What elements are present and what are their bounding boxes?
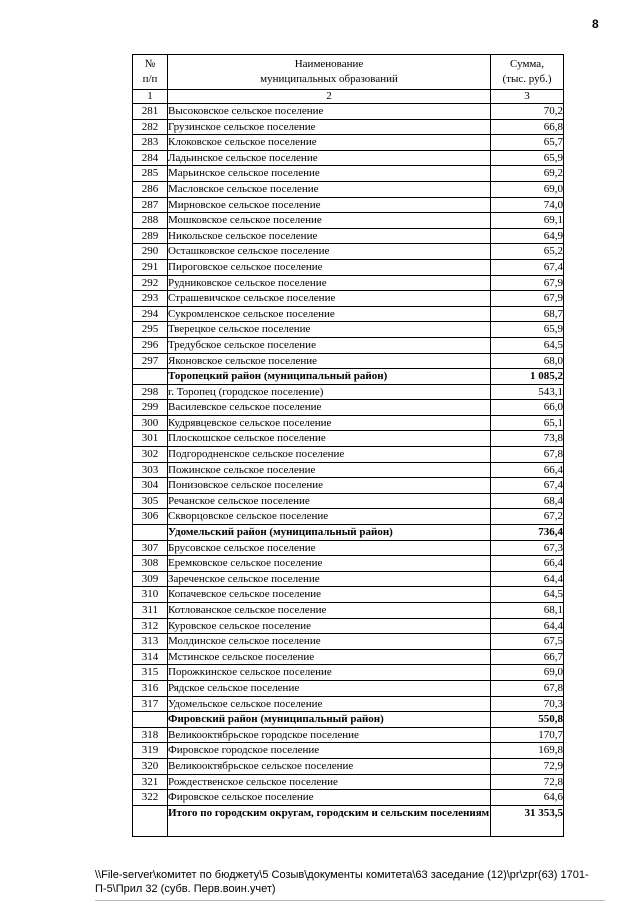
row-number: 286 [133, 181, 168, 197]
table-row [133, 104, 564, 120]
table-row [133, 197, 564, 213]
header-name [168, 55, 491, 90]
row-sum: 1 085,2 [491, 369, 564, 385]
total-label: Итого по городским округам, городским и сельским поселениям [168, 805, 491, 836]
row-number: 295 [133, 322, 168, 338]
row-number: 294 [133, 306, 168, 322]
row-sum: 68,7 [491, 306, 564, 322]
row-name: г. Торопец (городское поселение) [168, 384, 491, 400]
header-sum-line2: (тыс. руб.) [502, 73, 552, 85]
row-number: 302 [133, 447, 168, 463]
row-number: 309 [133, 571, 168, 587]
table-row [133, 415, 564, 431]
row-number: 297 [133, 353, 168, 369]
row-name: Еремковское сельское поселение [168, 556, 491, 572]
header-sum-line1: Сумма, [510, 58, 544, 71]
row-name: Кудрявцевское сельское поселение [168, 415, 491, 431]
column-number: 2 [168, 90, 491, 104]
table-row [133, 587, 564, 603]
row-name: Марьинское сельское поселение [168, 166, 491, 182]
row-name: Ладьинское сельское поселение [168, 150, 491, 166]
row-number: 288 [133, 213, 168, 229]
row-sum: 67,2 [491, 509, 564, 525]
row-sum: 67,4 [491, 259, 564, 275]
row-name: Зареченское сельское поселение [168, 571, 491, 587]
row-name: Осташковское сельское поселение [168, 244, 491, 260]
row-number: 317 [133, 696, 168, 712]
file-path-footer: \\File-server\комитет по бюджету\5 Созыв\документы комитета\63 заседание (12)\pr\zpr(63) 1701-П-5\Прил 32 (субв. Перв.воин.учет) [95, 869, 589, 895]
district-subtotal-row [133, 525, 564, 541]
row-name: Рядское сельское поселение [168, 680, 491, 696]
row-sum: 64,9 [491, 228, 564, 244]
district-subtotal-row [133, 369, 564, 385]
row-name: Фировское городское поселение [168, 743, 491, 759]
table-row [133, 743, 564, 759]
row-number: 301 [133, 431, 168, 447]
row-name: Высоковское сельское поселение [168, 104, 491, 120]
row-name: Страшевичское сельское поселение [168, 291, 491, 307]
total-sum: 31 353,5 [491, 805, 564, 836]
header-num [133, 55, 168, 90]
row-name: Мстинское сельское поселение [168, 649, 491, 665]
row-sum: 66,4 [491, 462, 564, 478]
table-header-row [133, 55, 564, 90]
table-row [133, 556, 564, 572]
row-number: 314 [133, 649, 168, 665]
table-row [133, 291, 564, 307]
row-name: Порожкинское сельское поселение [168, 665, 491, 681]
row-sum: 74,0 [491, 197, 564, 213]
row-sum: 67,5 [491, 634, 564, 650]
row-sum: 70,2 [491, 104, 564, 120]
row-number: 321 [133, 774, 168, 790]
row-name: Мирновское сельское поселение [168, 197, 491, 213]
column-number-row [133, 90, 564, 104]
row-name: Торопецкий район (муниципальный район) [168, 369, 491, 385]
row-number: 299 [133, 400, 168, 416]
table-row [133, 649, 564, 665]
row-number: 285 [133, 166, 168, 182]
row-name: Великооктябрьское городское поселение [168, 727, 491, 743]
table-row [133, 166, 564, 182]
row-number [133, 525, 168, 541]
row-name: Удомельское сельское поселение [168, 696, 491, 712]
header-num-line1: № [144, 58, 156, 71]
table-row [133, 135, 564, 151]
row-name: Масловское сельское поселение [168, 181, 491, 197]
row-number: 320 [133, 758, 168, 774]
row-number: 290 [133, 244, 168, 260]
row-number: 305 [133, 493, 168, 509]
row-name: Мошковское сельское поселение [168, 213, 491, 229]
table-row [133, 275, 564, 291]
row-number: 318 [133, 727, 168, 743]
row-sum: 69,0 [491, 665, 564, 681]
row-sum: 65,2 [491, 244, 564, 260]
table-row [133, 150, 564, 166]
table-row [133, 774, 564, 790]
table-row [133, 571, 564, 587]
row-number: 307 [133, 540, 168, 556]
table-row [133, 634, 564, 650]
row-name: Великооктябрьское сельское поселение [168, 758, 491, 774]
row-number: 287 [133, 197, 168, 213]
row-name: Грузинское сельское поселение [168, 119, 491, 135]
row-sum: 66,4 [491, 556, 564, 572]
table-row [133, 244, 564, 260]
header-num-line2: п/п [142, 73, 158, 85]
row-number: 308 [133, 556, 168, 572]
row-sum: 64,5 [491, 587, 564, 603]
row-sum: 64,6 [491, 790, 564, 806]
row-sum: 65,9 [491, 150, 564, 166]
table-row [133, 213, 564, 229]
table-row [133, 493, 564, 509]
table-row [133, 337, 564, 353]
table-row [133, 447, 564, 463]
row-number: 298 [133, 384, 168, 400]
row-sum: 64,4 [491, 618, 564, 634]
row-number: 304 [133, 478, 168, 494]
row-number: 316 [133, 680, 168, 696]
row-sum: 64,4 [491, 571, 564, 587]
row-number: 281 [133, 104, 168, 120]
row-number: 310 [133, 587, 168, 603]
row-sum: 69,0 [491, 181, 564, 197]
row-sum: 67,9 [491, 291, 564, 307]
row-number: 312 [133, 618, 168, 634]
table-row [133, 727, 564, 743]
row-sum: 70,3 [491, 696, 564, 712]
row-name: Рождественское сельское поселение [168, 774, 491, 790]
table-row [133, 353, 564, 369]
table-row [133, 322, 564, 338]
row-name: Сукромленское сельское поселение [168, 306, 491, 322]
row-sum: 72,9 [491, 758, 564, 774]
table-row [133, 680, 564, 696]
row-name: Молдинское сельское поселение [168, 634, 491, 650]
row-name: Брусовское сельское поселение [168, 540, 491, 556]
row-number: 319 [133, 743, 168, 759]
row-name: Фировское сельское поселение [168, 790, 491, 806]
table-row [133, 431, 564, 447]
row-name: Фировский район (муниципальный район) [168, 712, 491, 728]
row-name: Подгородненское сельское поселение [168, 447, 491, 463]
row-name: Пожинское сельское поселение [168, 462, 491, 478]
row-number: 300 [133, 415, 168, 431]
row-number: 293 [133, 291, 168, 307]
total-num-cell [133, 805, 168, 836]
row-sum: 65,1 [491, 415, 564, 431]
row-number: 311 [133, 603, 168, 619]
table-row [133, 696, 564, 712]
row-name: Куровское сельское поселение [168, 618, 491, 634]
row-sum: 69,2 [491, 166, 564, 182]
row-number: 291 [133, 259, 168, 275]
row-sum: 68,0 [491, 353, 564, 369]
row-number [133, 712, 168, 728]
header-name-line2: муниципальных образований [260, 73, 398, 85]
row-number: 306 [133, 509, 168, 525]
row-name: Тверецкое сельское поселение [168, 322, 491, 338]
row-sum: 72,8 [491, 774, 564, 790]
row-name: Клоковское сельское поселение [168, 135, 491, 151]
row-sum: 68,1 [491, 603, 564, 619]
row-sum: 65,9 [491, 322, 564, 338]
row-sum: 67,8 [491, 447, 564, 463]
row-sum: 736,4 [491, 525, 564, 541]
row-number: 296 [133, 337, 168, 353]
row-number: 283 [133, 135, 168, 151]
table-row [133, 665, 564, 681]
table-row [133, 540, 564, 556]
row-number: 322 [133, 790, 168, 806]
table-row [133, 228, 564, 244]
table-row [133, 790, 564, 806]
row-number: 282 [133, 119, 168, 135]
table-row [133, 259, 564, 275]
row-sum: 69,1 [491, 213, 564, 229]
table-row [133, 306, 564, 322]
row-number: 292 [133, 275, 168, 291]
row-name: Яконовское сельское поселение [168, 353, 491, 369]
table-row [133, 181, 564, 197]
row-sum: 66,0 [491, 400, 564, 416]
row-number: 303 [133, 462, 168, 478]
row-name: Удомельский район (муниципальный район) [168, 525, 491, 541]
header-sum [491, 55, 564, 90]
row-name: Пироговское сельское поселение [168, 259, 491, 275]
row-name: Никольское сельское поселение [168, 228, 491, 244]
total-row [133, 805, 564, 836]
table-row [133, 384, 564, 400]
row-name: Плоскошское сельское поселение [168, 431, 491, 447]
row-number: 315 [133, 665, 168, 681]
row-sum: 66,7 [491, 649, 564, 665]
table-row [133, 478, 564, 494]
table-row [133, 400, 564, 416]
table-row [133, 618, 564, 634]
district-subtotal-row [133, 712, 564, 728]
row-sum: 170,7 [491, 727, 564, 743]
table-row [133, 758, 564, 774]
row-sum: 550,8 [491, 712, 564, 728]
table-row [133, 119, 564, 135]
row-name: Речанское сельское поселение [168, 493, 491, 509]
table-row [133, 603, 564, 619]
row-name: Понизовское сельское поселение [168, 478, 491, 494]
column-number: 3 [491, 90, 564, 104]
row-sum: 68,4 [491, 493, 564, 509]
row-number: 284 [133, 150, 168, 166]
row-sum: 66,8 [491, 119, 564, 135]
row-sum: 64,5 [491, 337, 564, 353]
page-number: 8 [592, 17, 599, 31]
row-sum: 67,4 [491, 478, 564, 494]
header-name-line1: Наименование [294, 58, 364, 71]
row-name: Котлованское сельское поселение [168, 603, 491, 619]
subsidy-table [132, 54, 564, 837]
row-name: Василевское сельское поселение [168, 400, 491, 416]
row-name: Тредубское сельское поселение [168, 337, 491, 353]
row-name: Скворцовское сельское поселение [168, 509, 491, 525]
row-name: Рудниковское сельское поселение [168, 275, 491, 291]
row-number: 289 [133, 228, 168, 244]
row-sum: 543,1 [491, 384, 564, 400]
table-row [133, 509, 564, 525]
row-number: 313 [133, 634, 168, 650]
row-sum: 67,3 [491, 540, 564, 556]
row-sum: 65,7 [491, 135, 564, 151]
row-number [133, 369, 168, 385]
row-sum: 67,9 [491, 275, 564, 291]
footer-rule [95, 900, 605, 901]
row-sum: 67,8 [491, 680, 564, 696]
row-sum: 169,8 [491, 743, 564, 759]
table-row [133, 462, 564, 478]
row-sum: 73,8 [491, 431, 564, 447]
row-name: Копачевское сельское поселение [168, 587, 491, 603]
column-number: 1 [133, 90, 168, 104]
